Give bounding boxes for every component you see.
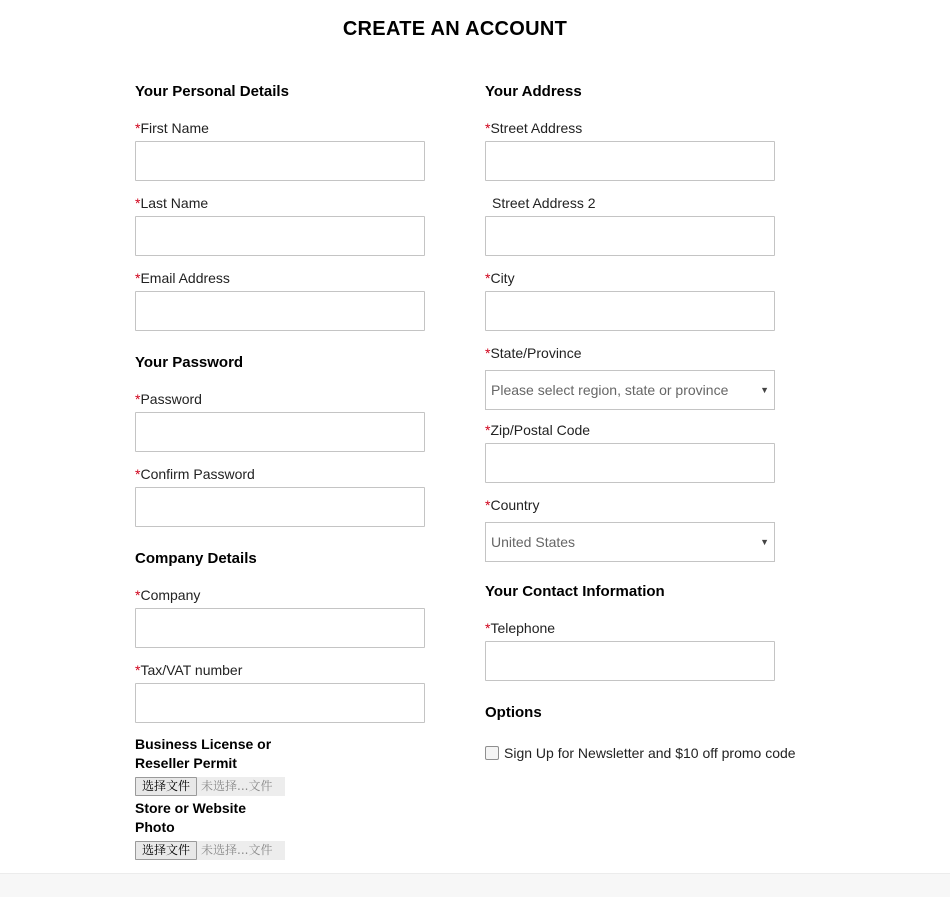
- street-address-label-text: Street Address: [490, 120, 583, 136]
- zip-postal-label-text: Zip/Postal Code: [490, 422, 591, 438]
- required-marker: *: [485, 422, 491, 438]
- state-province-select[interactable]: [485, 370, 775, 410]
- company-label-text: Company: [140, 587, 201, 603]
- last-name-label-text: Last Name: [140, 195, 209, 211]
- email-input[interactable]: [135, 291, 425, 331]
- business-license-file-status: 未选择...文件: [201, 779, 273, 793]
- country-label-text: Country: [490, 497, 540, 513]
- required-marker: *: [135, 662, 141, 678]
- store-photo-label: [135, 799, 305, 837]
- country-label: [485, 497, 539, 513]
- newsletter-option[interactable]: [485, 745, 796, 761]
- chevron-down-icon: ▼: [760, 385, 769, 395]
- email-label-text: Email Address: [140, 270, 230, 286]
- state-province-selected-value: Please select region, state or province: [491, 382, 729, 398]
- street-address-2-label: [492, 195, 596, 211]
- address-heading: Your Address: [485, 83, 582, 100]
- state-province-label-text: State/Province: [490, 345, 582, 361]
- contact-info-heading: Your Contact Information: [485, 583, 665, 600]
- store-photo-label-line2: Photo: [135, 819, 175, 835]
- city-input[interactable]: [485, 291, 775, 331]
- required-marker: *: [485, 345, 491, 361]
- personal-details-heading: Your Personal Details: [135, 83, 289, 100]
- country-select[interactable]: [485, 522, 775, 562]
- confirm-password-input[interactable]: [135, 487, 425, 527]
- country-selected-value: United States: [491, 534, 576, 550]
- last-name-input[interactable]: [135, 216, 425, 256]
- store-photo-file-input[interactable]: [135, 841, 285, 860]
- required-marker: *: [485, 620, 491, 636]
- footer-bar: [0, 873, 950, 897]
- password-label-text: Password: [140, 391, 202, 407]
- required-marker: *: [485, 120, 491, 136]
- telephone-label-text: Telephone: [490, 620, 556, 636]
- required-marker: *: [135, 391, 141, 407]
- required-marker: *: [485, 497, 491, 513]
- company-input[interactable]: [135, 608, 425, 648]
- city-label: [485, 270, 515, 286]
- business-license-file-input[interactable]: [135, 777, 285, 796]
- options-heading: Options: [485, 704, 542, 721]
- tax-vat-label-text: Tax/VAT number: [140, 662, 243, 678]
- store-photo-file-status: 未选择...文件: [201, 843, 273, 857]
- street-address-2-label-text: Street Address 2: [492, 195, 596, 211]
- company-details-heading: Company Details: [135, 550, 257, 567]
- required-marker: *: [135, 270, 141, 286]
- zip-postal-input[interactable]: [485, 443, 775, 483]
- store-photo-choose-file-button[interactable]: 选择文件: [135, 841, 197, 860]
- confirm-password-label: [135, 466, 255, 482]
- first-name-label-text: First Name: [140, 120, 209, 136]
- street-address-input[interactable]: [485, 141, 775, 181]
- state-province-label: [485, 345, 582, 361]
- required-marker: *: [135, 195, 141, 211]
- first-name-input[interactable]: [135, 141, 425, 181]
- confirm-password-label-text: Confirm Password: [140, 466, 255, 482]
- required-marker: *: [135, 120, 141, 136]
- city-label-text: City: [490, 270, 515, 286]
- street-address-label: [485, 120, 582, 136]
- email-label: [135, 270, 230, 286]
- street-address-2-input[interactable]: [485, 216, 775, 256]
- telephone-input[interactable]: [485, 641, 775, 681]
- tax-vat-label: [135, 662, 242, 678]
- required-marker: *: [135, 587, 141, 603]
- first-name-label: [135, 120, 209, 136]
- company-label: [135, 587, 200, 603]
- tax-vat-input[interactable]: [135, 683, 425, 723]
- page-title: CREATE AN ACCOUNT: [342, 18, 568, 40]
- required-marker: *: [485, 270, 491, 286]
- business-license-label-line1: Business License or: [135, 736, 272, 752]
- chevron-down-icon: ▼: [760, 537, 769, 547]
- password-label: [135, 391, 202, 407]
- last-name-label: [135, 195, 208, 211]
- store-photo-label-line1: Store or Website: [135, 800, 246, 816]
- newsletter-checkbox[interactable]: [485, 746, 499, 760]
- password-heading: Your Password: [135, 354, 244, 371]
- zip-postal-label: [485, 422, 590, 438]
- password-input[interactable]: [135, 412, 425, 452]
- business-license-choose-file-button[interactable]: 选择文件: [135, 777, 197, 796]
- newsletter-checkbox-label[interactable]: Sign Up for Newsletter and $10 off promo code: [504, 745, 796, 761]
- telephone-label: [485, 620, 555, 636]
- business-license-label: [135, 735, 305, 773]
- required-marker: *: [135, 466, 141, 482]
- business-license-label-line2: Reseller Permit: [135, 755, 237, 771]
